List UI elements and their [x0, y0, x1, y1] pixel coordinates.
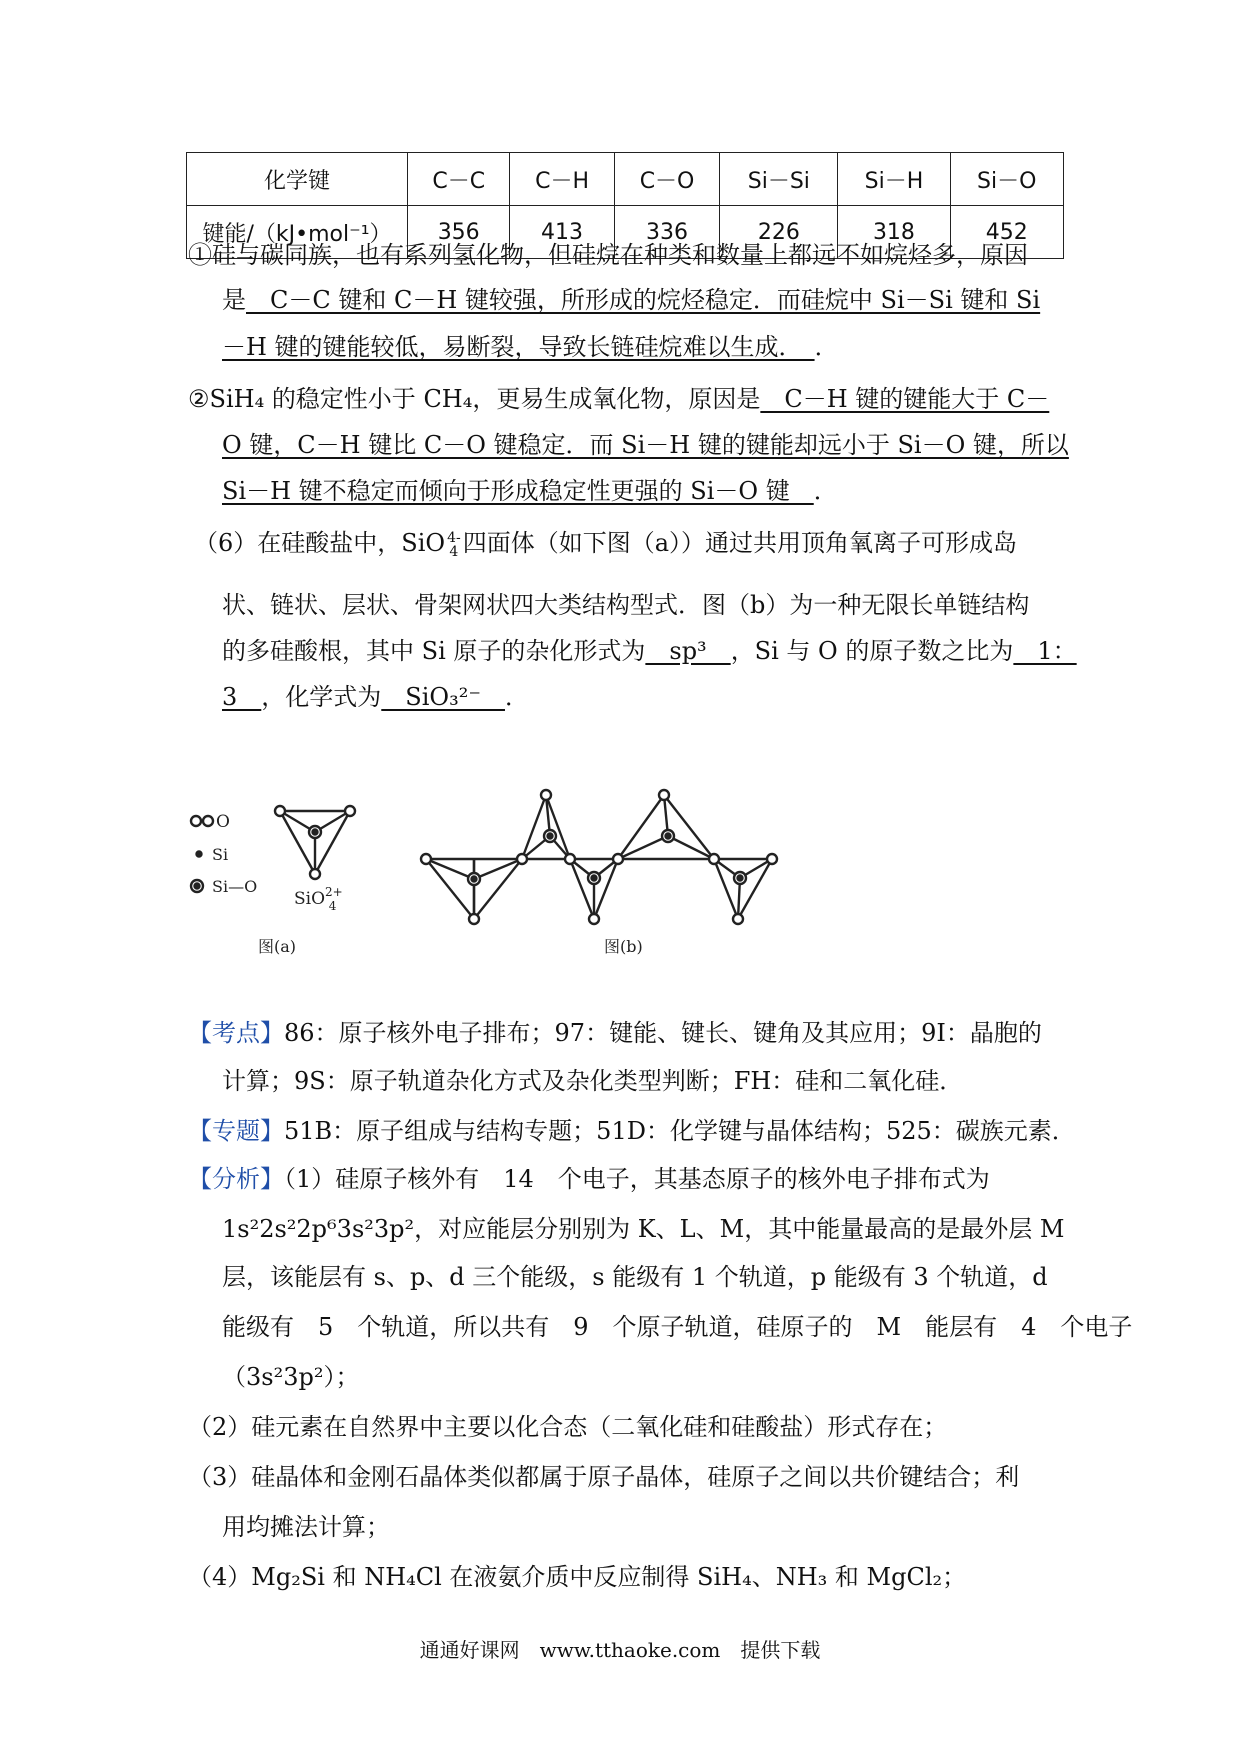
table-cell: 226 [720, 206, 838, 259]
q1-line-2 [222, 285, 1040, 315]
fenxi-line-2: 1s²2s²2p⁶3s²3p²，对应能层分别别为 K、L、M，其中能量最高的是最外层 M [222, 1215, 1065, 1243]
q6-mid: ，Si 与 O 的原子数之比为 [730, 637, 1014, 665]
figure-a-formula-sup: 2+ [325, 885, 343, 899]
legend-o-label: O [216, 812, 230, 832]
table-cell: 452 [950, 206, 1063, 259]
q2-prefix: ②SiH₄ 的稳定性小于 CH₄，更易生成氧化物，原因是 [188, 385, 761, 413]
q6-ion-charge [447, 531, 461, 559]
q1-prefix: 是 [222, 286, 246, 314]
kaodian-line-1 [188, 1018, 1042, 1048]
figure-a-formula-base: SiO [294, 889, 326, 909]
table-cell: 356 [408, 206, 510, 259]
table-header-cell: Si－H [838, 153, 950, 206]
kaodian-line-2: 计算；9S：原子轨道杂化方式及杂化类型判断；FH：硅和二氧化硅． [222, 1067, 964, 1095]
q6-text-1: （6）在硅酸盐中，SiO [194, 529, 446, 557]
q1-line-3 [222, 332, 839, 362]
q6-ion-sup: 4- [447, 529, 461, 546]
legend-oxygen-symbol [191, 816, 201, 826]
q2-suffix: ． [813, 477, 838, 505]
para-3-line-1: （3）硅晶体和金刚石晶体类似都属于原子晶体，硅原子之间以共价键结合；利 [188, 1463, 1020, 1491]
figure-b-chain [421, 790, 777, 924]
fenxi-line-5: （3s²3p²）； [222, 1363, 360, 1391]
zhuanti-line [188, 1116, 1076, 1146]
para-3-line-2: 用均摊法计算； [222, 1513, 390, 1541]
q2-line-2 [222, 430, 1069, 460]
table-row-label: 键能/（kJ•mol⁻¹） [187, 206, 408, 259]
table-header-cell: 化学键 [187, 153, 408, 206]
fenxi-text-1: （1）硅原子核外有 14 个电子，其基态原子的核外电子排布式为 [284, 1165, 990, 1193]
q6-line-3 [222, 636, 1077, 666]
para-4: （4）Mg₂Si 和 NH₄Cl 在液氨介质中反应制得 SiH₄、NH₃ 和 MgCl₂； [188, 1563, 967, 1591]
q2-line-1 [188, 384, 1049, 414]
fenxi-line-3: 层，该能层有 s、p、d 三个能级，s 能级有 1 个轨道，p 能级有 3 个轨道，d [222, 1263, 1048, 1291]
q1-answer-1: C－C 键和 C－H 键较强，所形成的烷烃稳定．而硅烷中 Si－Si 键和 Si [246, 286, 1041, 314]
q6-answer-ratio-2: 3 [222, 683, 262, 711]
q1-suffix: ． [814, 333, 839, 361]
kaodian-label: 【考点】 [188, 1019, 284, 1047]
q1-line-1: ①硅与碳同族，也有系列氢化物，但硅烷在种类和数量上都远不如烷烃多，原因 [188, 241, 1028, 269]
figure-a-tetrahedron [275, 806, 355, 879]
q6-line-2: 状、链状、层状、骨架网状四大类结构型式．图（b）为一种无限长单链结构 [222, 591, 1030, 619]
q2-line-3 [222, 476, 838, 506]
legend-sio-label: Si—O [212, 877, 258, 896]
figure-a-formula [294, 885, 343, 913]
q6-suffix: ． [504, 683, 529, 711]
q6-answer-ratio: 1： [1013, 637, 1077, 665]
table-header-cell: C－C [408, 153, 510, 206]
q6-answer-formula: SiO₃²⁻ [381, 683, 505, 711]
q2-answer-3: Si－H 键不稳定而倾向于形成稳定性更强的 Si－O 键 [222, 477, 814, 505]
q6-prefix: 的多硅酸根，其中 Si 原子的杂化形式为 [222, 637, 646, 665]
figure-a-caption: 图(a) [258, 937, 297, 956]
table-header-cell: Si－Si [720, 153, 838, 206]
q6-answer-hybridization: sp³ [645, 637, 731, 665]
para-2: （2）硅元素在自然界中主要以化合态（二氧化硅和硅酸盐）形式存在； [188, 1413, 948, 1441]
q2-answer-2: O 键，C－H 键比 C－O 键稳定．而 Si－H 键的键能却远小于 Si－O 键，所以 [222, 431, 1069, 459]
zhuanti-label: 【专题】 [188, 1117, 284, 1145]
table-header-cell: C－H [510, 153, 614, 206]
fenxi-label: 【分析】 [188, 1165, 284, 1193]
legend-si-label: Si [212, 845, 229, 864]
fenxi-line-1 [188, 1164, 990, 1194]
table-header-row [187, 153, 1064, 206]
table-header-cell: Si－O [950, 153, 1063, 206]
q1-answer-2: －H 键的键能较低，易断裂，导致长链硅烷难以生成． [222, 333, 815, 361]
q6-line-4 [222, 682, 529, 712]
q6-ion-sub: 4 [449, 543, 459, 560]
zhuanti-text: 51B：原子组成与结构专题；51D：化学键与晶体结构；525：碳族元素． [284, 1117, 1076, 1145]
q6-mid-2: ，化学式为 [261, 683, 382, 711]
figure-a-formula-sub: 4 [328, 899, 337, 913]
table-cell: 318 [838, 206, 950, 259]
table-cell: 413 [510, 206, 614, 259]
page-footer: 通通好课网 www.tthaoke.com 提供下载 [419, 1638, 821, 1662]
table-header-cell: C－O [614, 153, 720, 206]
table-cell: 336 [614, 206, 720, 259]
legend-si-symbol [197, 852, 202, 857]
q2-answer-1: C－H 键的键能大于 C－ [760, 385, 1050, 413]
q6-line-1 [194, 528, 1017, 559]
fenxi-line-4: 能级有 5 个轨道，所以共有 9 个原子轨道，硅原子的 M 能层有 4 个电子 [222, 1313, 1133, 1341]
q6-text-1-rest: 四面体（如下图（a））通过共用顶角氧离子可形成岛 [462, 529, 1018, 557]
silicate-structure-figure [180, 770, 800, 970]
kaodian-text-1: 86：原子核外电子排布；97：键能、键长、键角及其应用；9I：晶胞的 [284, 1019, 1042, 1047]
figure-b-caption: 图(b) [604, 937, 643, 956]
